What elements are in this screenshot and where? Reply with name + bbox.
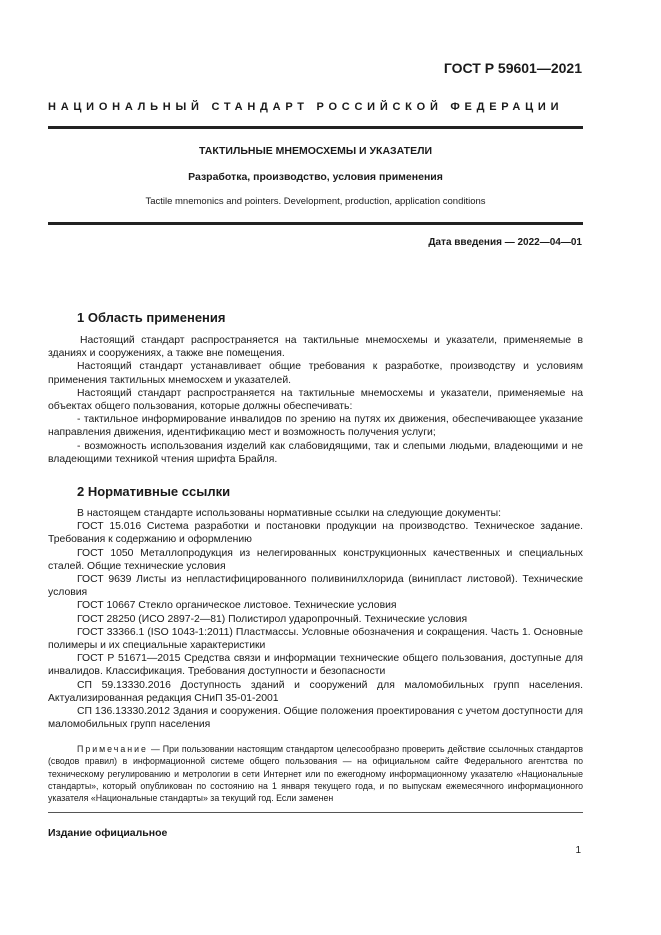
note — [48, 743, 583, 804]
title-divider — [48, 222, 583, 225]
document-title: ТАКТИЛЬНЫЕ МНЕМОСХЕМЫ И УКАЗАТЕЛИ — [199, 145, 432, 157]
note-text: — При пользовании настоящим стандартом целесообразно проверить действие ссылочных стандартов (сводов правил) в информационной системе общего пользования — на официальном сайте Федерального агентства по техническому регулированию и метрологии в сети Интернет или по ежегодному информационному указателю «Национальные стандарты», который опубликован по состоянию на 1 января текущего года, и по выпускам ежемесячного информационного указателя «Национальные стандарты» за текущий год. Если заменен — [48, 744, 583, 804]
reference-item: СП 136.13330.2012 Здания и сооружения. Общие положения проектирования с учетом доступности для маломобильных групп населения — [48, 706, 583, 731]
section-1-body — [48, 334, 583, 466]
paragraph: Настоящий стандарт распространяется на тактильные мнемосхемы и указатели, применяемые на объектах общего пользования, которые должны обеспечивать: — [48, 387, 583, 413]
reference-item: ГОСТ 33366.1 (ISO 1043-1:2011) Пластмассы. Условные обозначения и сокращения. Часть 1. Основные полимеры и их специальные характеристики — [48, 626, 583, 652]
national-standard-heading: НАЦИОНАЛЬНЫЙ СТАНДАРТ РОССИЙСКОЙ ФЕДЕРАЦИИ — [48, 101, 564, 113]
reference-item: СП 59.13330.2016 Доступность зданий и сооружений для маломобильных групп населения. Актуализированная редакция СНиП 35-01-2001 — [48, 679, 583, 704]
section-2-heading: 2 Нормативные ссылки — [77, 484, 231, 499]
top-divider — [48, 126, 583, 129]
page-number: 1 — [575, 845, 581, 856]
document-code: ГОСТ Р 59601—2021 — [443, 60, 582, 76]
paragraph: Настоящий стандарт распространяется на тактильные мнемосхемы и указатели, применяемые в зданиях и сооружениях, а также вне помещения. — [48, 335, 583, 360]
list-item: - возможность использования изделий как слабовидящими, так и слепыми людьми, владеющими и не владеющими техникой чтения шрифта Брайля. — [48, 440, 583, 465]
introduction-date: Дата введения — 2022—04—01 — [428, 237, 582, 248]
note-label: Примечание — [77, 744, 148, 754]
reference-item: ГОСТ 28250 (ИСО 2897-2—81) Полистирол ударопрочный. Технические условия — [77, 613, 468, 625]
footer-divider — [48, 812, 583, 813]
reference-item: ГОСТ 10667 Стекло органическое листовое. Технические условия — [77, 600, 397, 612]
reference-item: ГОСТ 9639 Листы из непластифицированного поливинилхлорида (винипласт листовой). Технические условия — [48, 574, 583, 599]
list-item: - тактильное информирование инвалидов по зрению на путях их движения, обеспечивающее указание направления движения, идентификацию мест и возможность получения услуги; — [48, 414, 583, 439]
reference-item: ГОСТ Р 51671—2015 Средства связи и информации технические общего пользования, доступные для инвалидов. Классификация. Требования доступности и безопасности — [48, 653, 583, 678]
section-1-heading: 1 Область применения — [77, 310, 226, 325]
official-edition-label: Издание официальное — [48, 827, 168, 839]
english-title: Tactile mnemonics and pointers. Development, production, application conditions — [145, 196, 486, 207]
paragraph: В настоящем стандарте использованы нормативные ссылки на следующие документы: — [77, 508, 501, 519]
document-subtitle: Разработка, производство, условия применения — [188, 171, 443, 183]
reference-item: ГОСТ 1050 Металлопродукция из нелегированных конструкционных качественных и специальных сталей. Общие технические условия — [48, 547, 583, 572]
reference-item: ГОСТ 15.016 Система разработки и постановки продукции на производство. Техническое задание. Требования к содержанию и оформлению — [48, 521, 583, 546]
paragraph: Настоящий стандарт устанавливает общие требования к разработке, производству и условиям применения тактильных мнемосхем и указателей. — [48, 361, 583, 386]
section-2-body — [48, 507, 583, 731]
